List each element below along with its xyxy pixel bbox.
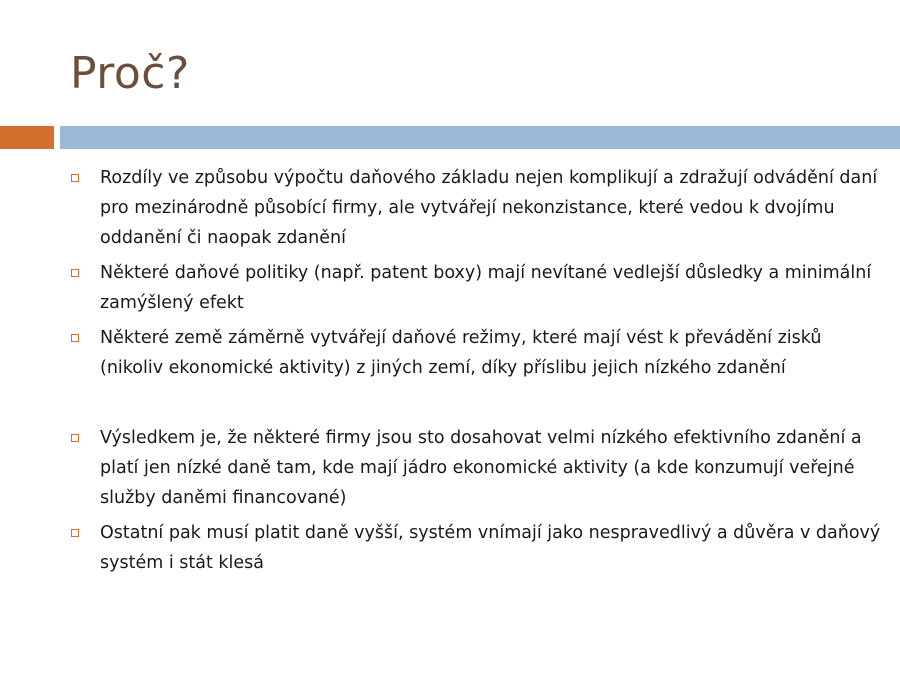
bullet-text: Výsledkem je, že některé firmy jsou sto dosahovat velmi nízkého efektivního zdanění a platí jen nízké daně tam, kde mají jádro ekonomické aktivity (a kde konzumují veřejné služby daněmi financované) — [100, 428, 862, 508]
accent-bar-orange — [0, 126, 54, 149]
square-bullet-icon — [71, 529, 79, 537]
bullet-text: Ostatní pak musí platit daně vyšší, systém vnímají jako nespravedlivý a důvěra v daňový systém i stát klesá — [100, 523, 881, 573]
bullet-item — [64, 258, 884, 318]
bullet-item — [64, 163, 884, 253]
slide-title: Proč? — [70, 48, 190, 99]
bullet-list — [64, 163, 884, 583]
bullet-item — [64, 423, 884, 513]
square-bullet-icon — [71, 434, 79, 442]
square-bullet-icon — [71, 334, 79, 342]
square-bullet-icon — [71, 174, 79, 182]
bullet-text: Některé daňové politiky (např. patent boxy) mají nevítané vedlejší důsledky a minimální zamýšlený efekt — [100, 263, 872, 313]
accent-bar-blue — [60, 126, 900, 149]
square-bullet-icon — [71, 269, 79, 277]
bullet-text: Některé země záměrně vytvářejí daňové režimy, které mají vést k převádění zisků (nikoliv ekonomické aktivity) z jiných zemí, díky příslibu jejich nízkého zdanění — [100, 328, 822, 378]
bullet-item — [64, 518, 884, 578]
bullet-item — [64, 323, 884, 383]
bullet-text: Rozdíly ve způsobu výpočtu daňového základu nejen komplikují a zdražují odvádění daní pro mezinárodně působící firmy, ale vytvářejí nekonzistance, které vedou k dvojímu oddanění či naopak zdanění — [100, 168, 878, 248]
